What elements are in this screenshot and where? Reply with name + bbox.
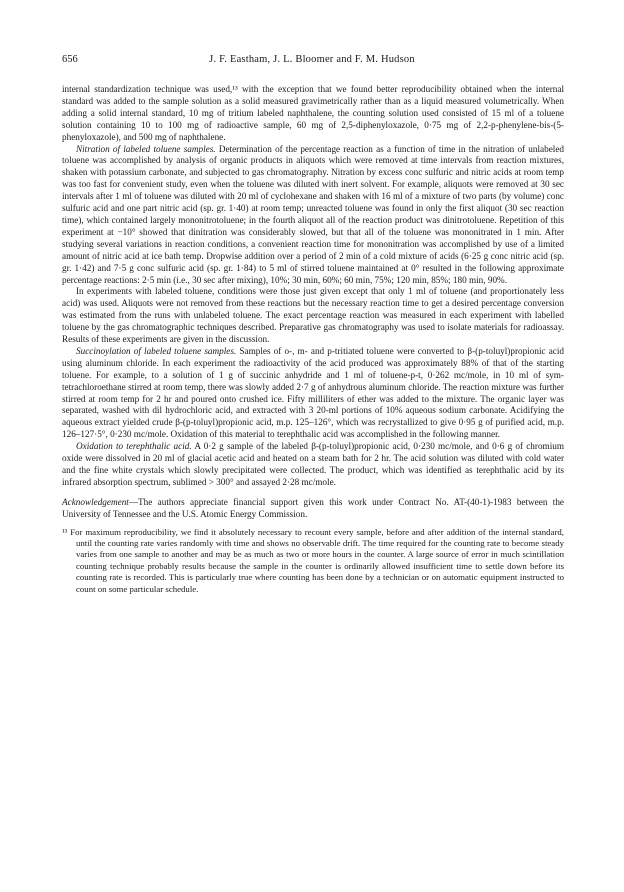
page-number: 656 xyxy=(62,54,78,65)
running-title: J. F. Eastham, J. L. Bloomer and F. M. Hudson xyxy=(209,54,415,65)
paragraph-labeled-experiments xyxy=(62,286,564,346)
footnote-text: ¹³ For maximum reproducibility, we find it absolutely necessary to recount every sample, before and after addition of the internal standard, until the counting rate varies randomly with time and shows no observable drift. The time required for the counting rate to become steady varies from one sample to another and may be as much as two or more hours in the counter. A large source of error in much scintillation counting technique probably results because the sample in the counter is ordinarily allowed insufficient time to settle down before its counting rate is recorded. This is particularly true where counting has been done by a technician or on automatic equipment instructed to count on some particular schedule. xyxy=(62,526,564,594)
paragraph-nitration xyxy=(62,144,564,287)
acknowledgement-heading: Acknowledgement xyxy=(62,496,129,507)
paragraph-text: In experiments with labeled toluene, conditions were those just given except that only 1 ml of toluene (and proportionately less acid) was used. Aliquots were not removed from these reactions but the necessary reaction time to get a desired percentage conversion was estimated from the runs with unlabeled toluene. The exact percentage reaction was measured in each experiment with labelled toluene by the gas chromatographic techniques described. Preparative gas chromatography was used to isolate materials for radioassay. Results of these experiments are given in the discussion. xyxy=(62,286,564,345)
section-heading-nitration: Nitration of labeled toluene samples. xyxy=(76,143,216,154)
paragraph-acknowledgement xyxy=(62,497,564,521)
body-text xyxy=(62,84,564,595)
paragraph-oxidation xyxy=(62,441,564,489)
paragraph-internal-standard xyxy=(62,84,564,144)
paragraph-text: A 0·2 g sample of the labeled β-(p-toluyl)propionic acid, 0·230 mc/mole, and 0·6 g of chromium oxide were dissolved in 20 ml of glacial acetic acid and heated on a steam bath for 2 hr. The acid solution was diluted with cold water and the fine white crystals which slowly precipitated were collected. The product, which was identified as terephthalic acid by its infrared absorption spectrum, sublimed > 300° and assayed 2·28 mc/mole. xyxy=(62,441,564,487)
acknowledgement-text: —The authors appreciate financial support given this work under Contract No. AT-(40-1)-1983 between the University of Tennessee and the U.S. Atomic Energy Commission. xyxy=(62,496,564,519)
footnote xyxy=(62,527,564,595)
paragraph-text: internal standardization technique was used,¹³ with the exception that we found better reproducibility obtained when the internal standard was added to the sample solution as a solid measured gravimetrically rather than as a liquid measured volumetrically. When adding a solid internal standard, 10 mg of tritium labeled naphthalene, the counting solution used consisted of 15 ml of a toluene solution containing 10 to 100 mg of radioactive sample, 60 mg of 2,5-diphenyloxazole, 0·75 mg of 2,2-p-phenylene-bis-(5-phenyloxazole), and 500 mg of naphthalene. xyxy=(62,84,564,142)
paragraph-succinoylation xyxy=(62,346,564,441)
section-heading-oxidation: Oxidation to terephthalic acid. xyxy=(76,441,192,452)
paragraph-text: Samples of o-, m- and p-tritiated toluene were converted to β-(p-toluyl)propionic acid using aluminum chloride. In each experiment the radioactivity of the acid produced was approximately 88% of that of the starting toluene. For example, to a solution of 1 g of succinic anhydride and 1 ml of toluene-p-t, 0·262 mc/mole, in 10 ml of sym-tetrachloroethane stirred at room temp, there was slowly added 2·7 g of anhydrous aluminum chloride. The reaction mixture was further stirred at room temp for 2 hr and poured onto crushed ice. Fifty milliliters of ether was added to the mixture. The organic layer was separated, washed with dil hydrochloric acid, and extracted with 3 20-ml portions of 10% aqueous sodium carbonate. Acidifying the aqueous extract yielded crude β-(p-toluyl)propionic acid, m.p. 125–126°, which was recrystallized to give 0·95 g of purified acid, m.p. 126–127·5°, 0·230 mc/mole. Oxidation of this material to terephthalic acid was accomplished in the following manner. xyxy=(62,345,565,440)
page-header xyxy=(62,54,562,70)
paragraph-text: Determination of the percentage reaction as a function of time in the nitration of unlabeled toluene was accomplished by analysis of organic products in aliquots which were removed at time intervals from reaction mixtures, shaken with potassium carbonate, and subjected to gas chromatography. Nitration by excess conc sulfuric and nitric acids at room temp was too fast for convenient study, even when the toluene was diluted with inert solvent. For example, aliquots were removed at 30 sec intervals after 1 ml of toluene was diluted with 20 ml of cyclohexane and shaken with 16 ml of a mixture of two parts (by volume) conc sulfuric acid and one part nitric acid (sp. gr. 1·40) at room temp; unreacted toluene was found in only the first aliquot (30 sec reaction time), which contained largely mononitrotoluene; in the fourth aliquot all of the reaction product was dinitrotoluene. Repetition of this experiment at −10° showed that dinitration was considerably slowed, but that all of the toluene was mononitrated in 1 min. After studying several variations in reaction conditions, a convenient reaction time for mononitration was accomplished by use of a limited amount of nitric acid at ice bath temp. Dropwise addition over a period of 2 min of a cold mixture of acids (6·25 g conc nitric acid (sp. gr. 1·42) and 7·5 g conc sulfuric acid (sp. gr. 1·84) to 5 ml of stirred toluene maintained at 0° resulted in the following approximate percentage reactions: 2·5 min (i.e., 30 sec after mixing), 10%; 30 min, 60%; 60 min, 75%; 120 min, 85%; 180 min, 90%. xyxy=(62,143,565,285)
section-heading-succinoylation: Succinoylation of labeled toluene samples. xyxy=(76,345,237,356)
